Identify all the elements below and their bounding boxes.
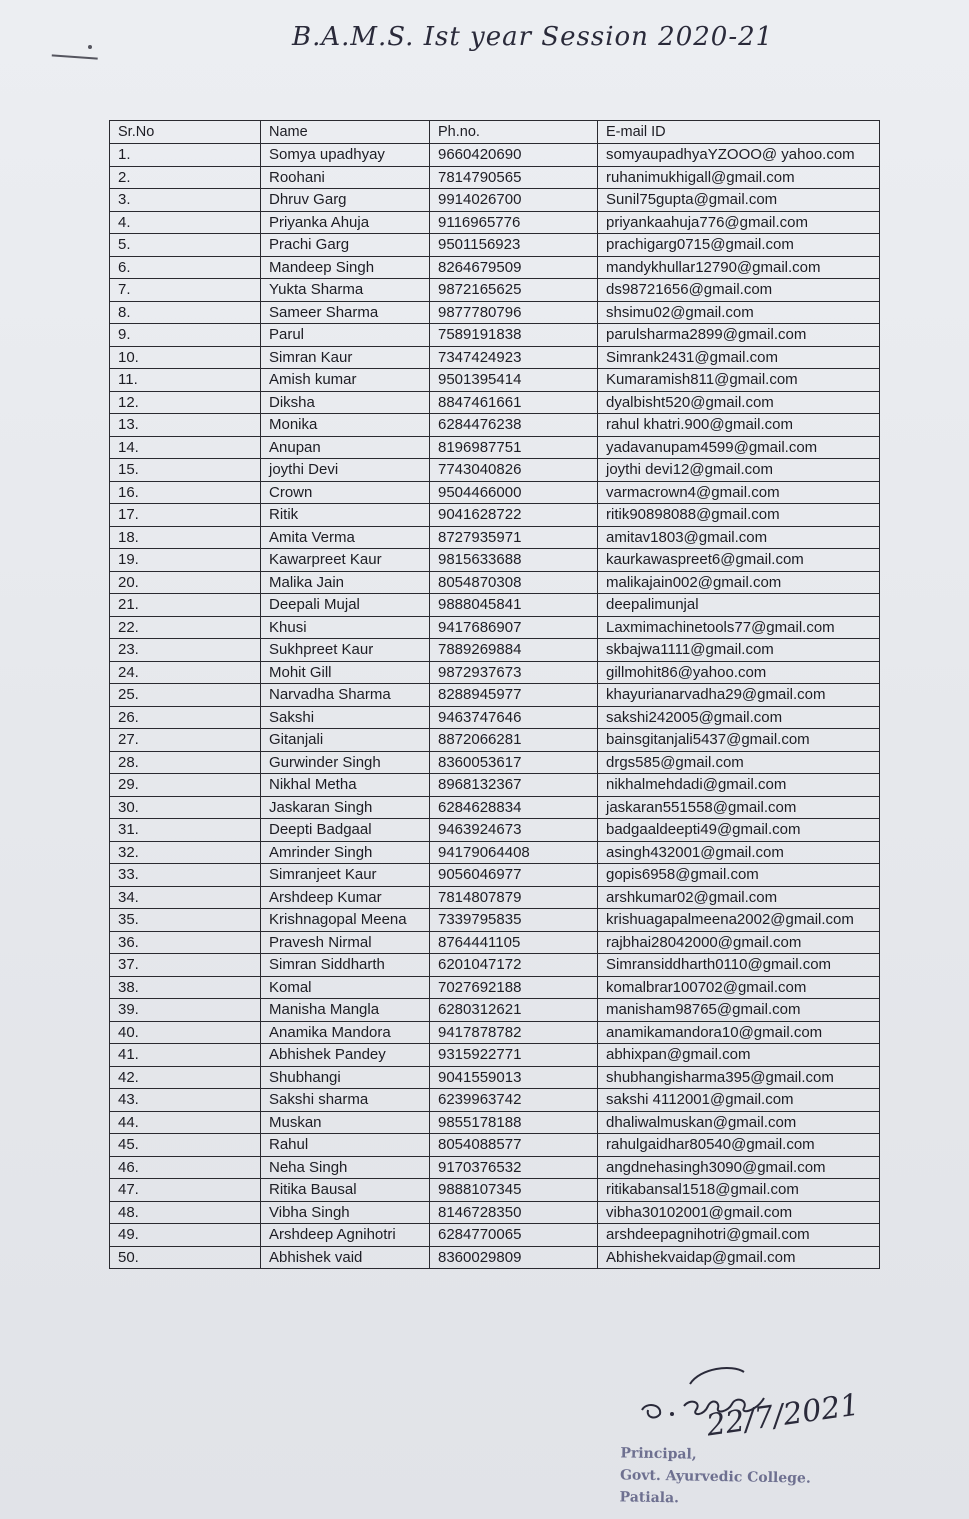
row-email: ritik90898088@gmail.com bbox=[598, 504, 880, 527]
row-phone: 9914026700 bbox=[430, 189, 598, 212]
row-email: Simrank2431@gmail.com bbox=[598, 346, 880, 369]
row-name: Dhruv Garg bbox=[261, 189, 430, 212]
table-row bbox=[110, 1156, 880, 1179]
row-email: rajbhai28042000@gmail.com bbox=[598, 931, 880, 954]
row-name: Sameer Sharma bbox=[261, 301, 430, 324]
row-phone: 8288945977 bbox=[430, 684, 598, 707]
row-email: amitav1803@gmail.com bbox=[598, 526, 880, 549]
row-name: Nikhal Metha bbox=[261, 774, 430, 797]
row-email: dyalbisht520@gmail.com bbox=[598, 391, 880, 414]
row-sr-no: 13. bbox=[110, 414, 261, 437]
table-row bbox=[110, 1089, 880, 1112]
header-phone: Ph.no. bbox=[430, 121, 598, 144]
table-row bbox=[110, 796, 880, 819]
row-sr-no: 21. bbox=[110, 594, 261, 617]
row-sr-no: 42. bbox=[110, 1066, 261, 1089]
row-name: Prachi Garg bbox=[261, 234, 430, 257]
row-name: Roohani bbox=[261, 166, 430, 189]
row-email: priyankaahuja776@gmail.com bbox=[598, 211, 880, 234]
table-row bbox=[110, 1044, 880, 1067]
row-sr-no: 16. bbox=[110, 481, 261, 504]
row-phone: 9041559013 bbox=[430, 1066, 598, 1089]
row-phone: 6280312621 bbox=[430, 999, 598, 1022]
row-phone: 7889269884 bbox=[430, 639, 598, 662]
row-email: shubhangisharma395@gmail.com bbox=[598, 1066, 880, 1089]
row-phone: 8764441105 bbox=[430, 931, 598, 954]
row-email: varmacrown4@gmail.com bbox=[598, 481, 880, 504]
row-sr-no: 49. bbox=[110, 1224, 261, 1247]
row-sr-no: 38. bbox=[110, 976, 261, 999]
row-phone: 6201047172 bbox=[430, 954, 598, 977]
row-name: Pravesh Nirmal bbox=[261, 931, 430, 954]
row-email: gillmohit86@yahoo.com bbox=[598, 661, 880, 684]
table-row bbox=[110, 234, 880, 257]
row-sr-no: 19. bbox=[110, 549, 261, 572]
table-row bbox=[110, 459, 880, 482]
row-phone: 9463924673 bbox=[430, 819, 598, 842]
row-sr-no: 9. bbox=[110, 324, 261, 347]
row-email: dhaliwalmuskan@gmail.com bbox=[598, 1111, 880, 1134]
row-sr-no: 26. bbox=[110, 706, 261, 729]
row-sr-no: 14. bbox=[110, 436, 261, 459]
table-row bbox=[110, 594, 880, 617]
row-email: nikhalmehdadi@gmail.com bbox=[598, 774, 880, 797]
table-row bbox=[110, 886, 880, 909]
stamp-line-title: Principal, bbox=[620, 1445, 697, 1463]
row-name: joythi Devi bbox=[261, 459, 430, 482]
row-email: Abhishekvaidap@gmail.com bbox=[598, 1246, 880, 1269]
table-row bbox=[110, 999, 880, 1022]
row-name: Crown bbox=[261, 481, 430, 504]
row-sr-no: 10. bbox=[110, 346, 261, 369]
row-email: malikajain002@gmail.com bbox=[598, 571, 880, 594]
row-phone: 8872066281 bbox=[430, 729, 598, 752]
row-email: komalbrar100702@gmail.com bbox=[598, 976, 880, 999]
row-email: somyaupadhyaYZOOO@ yahoo.com bbox=[598, 144, 880, 167]
row-phone: 8968132367 bbox=[430, 774, 598, 797]
row-name: Muskan bbox=[261, 1111, 430, 1134]
row-sr-no: 39. bbox=[110, 999, 261, 1022]
row-sr-no: 29. bbox=[110, 774, 261, 797]
row-phone: 7814807879 bbox=[430, 886, 598, 909]
table-row bbox=[110, 526, 880, 549]
row-sr-no: 5. bbox=[110, 234, 261, 257]
table-row bbox=[110, 909, 880, 932]
table-row bbox=[110, 774, 880, 797]
row-phone: 6284476238 bbox=[430, 414, 598, 437]
row-email: vibha30102001@gmail.com bbox=[598, 1201, 880, 1224]
row-sr-no: 12. bbox=[110, 391, 261, 414]
row-email: manisham98765@gmail.com bbox=[598, 999, 880, 1022]
row-phone: 9501156923 bbox=[430, 234, 598, 257]
row-email: mandykhullar12790@gmail.com bbox=[598, 256, 880, 279]
row-email: Simransiddharth0110@gmail.com bbox=[598, 954, 880, 977]
table-row bbox=[110, 166, 880, 189]
row-sr-no: 48. bbox=[110, 1201, 261, 1224]
table-row bbox=[110, 346, 880, 369]
row-email: rahul khatri.900@gmail.com bbox=[598, 414, 880, 437]
row-name: Kawarpreet Kaur bbox=[261, 549, 430, 572]
row-sr-no: 3. bbox=[110, 189, 261, 212]
row-name: Simran Kaur bbox=[261, 346, 430, 369]
row-sr-no: 34. bbox=[110, 886, 261, 909]
signature-date: 22/7/2021 bbox=[704, 1387, 862, 1444]
table-row bbox=[110, 931, 880, 954]
table-row bbox=[110, 661, 880, 684]
table-body bbox=[110, 144, 880, 1269]
row-name: Mandeep Singh bbox=[261, 256, 430, 279]
row-sr-no: 47. bbox=[110, 1179, 261, 1202]
row-sr-no: 36. bbox=[110, 931, 261, 954]
row-email: gopis6958@gmail.com bbox=[598, 864, 880, 887]
row-phone: 9888107345 bbox=[430, 1179, 598, 1202]
table-row bbox=[110, 1201, 880, 1224]
table-row bbox=[110, 369, 880, 392]
row-email: kaurkawaspreet6@gmail.com bbox=[598, 549, 880, 572]
table-row bbox=[110, 706, 880, 729]
table-row bbox=[110, 549, 880, 572]
row-sr-no: 11. bbox=[110, 369, 261, 392]
row-name: Sakshi bbox=[261, 706, 430, 729]
row-name: Arshdeep Kumar bbox=[261, 886, 430, 909]
row-name: Narvadha Sharma bbox=[261, 684, 430, 707]
row-name: Amrinder Singh bbox=[261, 841, 430, 864]
row-sr-no: 1. bbox=[110, 144, 261, 167]
row-sr-no: 15. bbox=[110, 459, 261, 482]
row-phone: 7814790565 bbox=[430, 166, 598, 189]
row-phone: 8054870308 bbox=[430, 571, 598, 594]
row-email: ritikabansal1518@gmail.com bbox=[598, 1179, 880, 1202]
table-row bbox=[110, 301, 880, 324]
row-phone: 7339795835 bbox=[430, 909, 598, 932]
row-sr-no: 7. bbox=[110, 279, 261, 302]
table-row bbox=[110, 504, 880, 527]
row-phone: 9417686907 bbox=[430, 616, 598, 639]
row-phone: 9501395414 bbox=[430, 369, 598, 392]
row-name: Priyanka Ahuja bbox=[261, 211, 430, 234]
row-sr-no: 28. bbox=[110, 751, 261, 774]
row-email: shsimu02@gmail.com bbox=[598, 301, 880, 324]
row-phone: 8264679509 bbox=[430, 256, 598, 279]
row-sr-no: 2. bbox=[110, 166, 261, 189]
row-name: Abhishek Pandey bbox=[261, 1044, 430, 1067]
row-phone: 8196987751 bbox=[430, 436, 598, 459]
row-sr-no: 32. bbox=[110, 841, 261, 864]
table-row bbox=[110, 954, 880, 977]
table-row bbox=[110, 571, 880, 594]
row-name: Mohit Gill bbox=[261, 661, 430, 684]
row-sr-no: 18. bbox=[110, 526, 261, 549]
row-phone: 9504466000 bbox=[430, 481, 598, 504]
row-phone: 8727935971 bbox=[430, 526, 598, 549]
row-email: ruhanimukhigall@gmail.com bbox=[598, 166, 880, 189]
table-row bbox=[110, 391, 880, 414]
row-phone: 7589191838 bbox=[430, 324, 598, 347]
table-row bbox=[110, 189, 880, 212]
row-name: Anupan bbox=[261, 436, 430, 459]
row-sr-no: 30. bbox=[110, 796, 261, 819]
row-name: Simran Siddharth bbox=[261, 954, 430, 977]
stamp-line-college: Govt. Ayurvedic College. bbox=[619, 1467, 811, 1487]
row-name: Arshdeep Agnihotri bbox=[261, 1224, 430, 1247]
row-name: Abhishek vaid bbox=[261, 1246, 430, 1269]
table-row bbox=[110, 819, 880, 842]
row-sr-no: 43. bbox=[110, 1089, 261, 1112]
row-name: Jaskaran Singh bbox=[261, 796, 430, 819]
row-email: parulsharma2899@gmail.com bbox=[598, 324, 880, 347]
principal-stamp bbox=[619, 1442, 811, 1511]
row-email: arshdeepagnihotri@gmail.com bbox=[598, 1224, 880, 1247]
table-row bbox=[110, 864, 880, 887]
row-phone: 94179064408 bbox=[430, 841, 598, 864]
row-sr-no: 37. bbox=[110, 954, 261, 977]
row-sr-no: 44. bbox=[110, 1111, 261, 1134]
row-name: Krishnagopal Meena bbox=[261, 909, 430, 932]
row-phone: 9872937673 bbox=[430, 661, 598, 684]
table-row bbox=[110, 324, 880, 347]
row-phone: 6239963742 bbox=[430, 1089, 598, 1112]
row-phone: 8360029809 bbox=[430, 1246, 598, 1269]
row-sr-no: 8. bbox=[110, 301, 261, 324]
row-name: Khusi bbox=[261, 616, 430, 639]
row-name: Monika bbox=[261, 414, 430, 437]
table-row bbox=[110, 1021, 880, 1044]
row-phone: 9463747646 bbox=[430, 706, 598, 729]
row-phone: 7743040826 bbox=[430, 459, 598, 482]
row-email: sakshi 4112001@gmail.com bbox=[598, 1089, 880, 1112]
student-contact-table bbox=[109, 120, 880, 1269]
header-name: Name bbox=[261, 121, 430, 144]
row-sr-no: 25. bbox=[110, 684, 261, 707]
row-phone: 6284770065 bbox=[430, 1224, 598, 1247]
row-sr-no: 31. bbox=[110, 819, 261, 842]
row-email: krishuagapalmeena2002@gmail.com bbox=[598, 909, 880, 932]
row-sr-no: 24. bbox=[110, 661, 261, 684]
row-name: Komal bbox=[261, 976, 430, 999]
row-phone: 9116965776 bbox=[430, 211, 598, 234]
row-phone: 9056046977 bbox=[430, 864, 598, 887]
row-sr-no: 27. bbox=[110, 729, 261, 752]
row-phone: 9877780796 bbox=[430, 301, 598, 324]
row-email: asingh432001@gmail.com bbox=[598, 841, 880, 864]
table-row bbox=[110, 616, 880, 639]
row-email: Kumaramish811@gmail.com bbox=[598, 369, 880, 392]
table-row bbox=[110, 639, 880, 662]
row-email: rahulgaidhar80540@gmail.com bbox=[598, 1134, 880, 1157]
row-phone: 9315922771 bbox=[430, 1044, 598, 1067]
table-row bbox=[110, 1246, 880, 1269]
row-name: Amish kumar bbox=[261, 369, 430, 392]
row-name: Gitanjali bbox=[261, 729, 430, 752]
table-row bbox=[110, 729, 880, 752]
row-sr-no: 46. bbox=[110, 1156, 261, 1179]
row-email: yadavanupam4599@gmail.com bbox=[598, 436, 880, 459]
row-sr-no: 45. bbox=[110, 1134, 261, 1157]
row-sr-no: 4. bbox=[110, 211, 261, 234]
row-email: skbajwa1111@gmail.com bbox=[598, 639, 880, 662]
row-phone: 9417878782 bbox=[430, 1021, 598, 1044]
row-sr-no: 35. bbox=[110, 909, 261, 932]
row-sr-no: 50. bbox=[110, 1246, 261, 1269]
row-email: Laxmimachinetools77@gmail.com bbox=[598, 616, 880, 639]
row-phone: 9660420690 bbox=[430, 144, 598, 167]
row-name: Vibha Singh bbox=[261, 1201, 430, 1224]
row-name: Manisha Mangla bbox=[261, 999, 430, 1022]
row-phone: 9041628722 bbox=[430, 504, 598, 527]
stamp-line-city: Patiala. bbox=[619, 1489, 680, 1507]
row-name: Diksha bbox=[261, 391, 430, 414]
row-phone: 7027692188 bbox=[430, 976, 598, 999]
row-name: Rahul bbox=[261, 1134, 430, 1157]
row-name: Deepali Mujal bbox=[261, 594, 430, 617]
row-email: sakshi242005@gmail.com bbox=[598, 706, 880, 729]
row-sr-no: 22. bbox=[110, 616, 261, 639]
table-header-row bbox=[110, 121, 880, 144]
table-row bbox=[110, 1224, 880, 1247]
row-email: deepalimunjal bbox=[598, 594, 880, 617]
row-sr-no: 40. bbox=[110, 1021, 261, 1044]
table-row bbox=[110, 414, 880, 437]
row-phone: 9170376532 bbox=[430, 1156, 598, 1179]
row-name: Shubhangi bbox=[261, 1066, 430, 1089]
row-phone: 7347424923 bbox=[430, 346, 598, 369]
row-name: Sukhpreet Kaur bbox=[261, 639, 430, 662]
row-name: Ritika Bausal bbox=[261, 1179, 430, 1202]
row-phone: 8146728350 bbox=[430, 1201, 598, 1224]
row-email: ds98721656@gmail.com bbox=[598, 279, 880, 302]
row-email: drgs585@gmail.com bbox=[598, 751, 880, 774]
row-phone: 9872165625 bbox=[430, 279, 598, 302]
table-row bbox=[110, 279, 880, 302]
row-phone: 9888045841 bbox=[430, 594, 598, 617]
row-email: Sunil75gupta@gmail.com bbox=[598, 189, 880, 212]
table-row bbox=[110, 1066, 880, 1089]
row-phone: 6284628834 bbox=[430, 796, 598, 819]
table-row bbox=[110, 751, 880, 774]
row-name: Anamika Mandora bbox=[261, 1021, 430, 1044]
row-email: prachigarg0715@gmail.com bbox=[598, 234, 880, 257]
table-row bbox=[110, 1111, 880, 1134]
row-email: angdnehasingh3090@gmail.com bbox=[598, 1156, 880, 1179]
row-name: Simranjeet Kaur bbox=[261, 864, 430, 887]
table-row bbox=[110, 256, 880, 279]
margin-pen-dot bbox=[88, 45, 92, 49]
table-row bbox=[110, 144, 880, 167]
table-row bbox=[110, 976, 880, 999]
row-name: Malika Jain bbox=[261, 571, 430, 594]
row-phone: 8847461661 bbox=[430, 391, 598, 414]
row-sr-no: 6. bbox=[110, 256, 261, 279]
header-sr-no: Sr.No bbox=[110, 121, 261, 144]
row-sr-no: 20. bbox=[110, 571, 261, 594]
row-name: Gurwinder Singh bbox=[261, 751, 430, 774]
row-email: khayurianarvadha29@gmail.com bbox=[598, 684, 880, 707]
row-sr-no: 23. bbox=[110, 639, 261, 662]
table-row bbox=[110, 481, 880, 504]
row-email: anamikamandora10@gmail.com bbox=[598, 1021, 880, 1044]
row-name: Ritik bbox=[261, 504, 430, 527]
row-phone: 9815633688 bbox=[430, 549, 598, 572]
header-email: E-mail ID bbox=[598, 121, 880, 144]
row-email: joythi devi12@gmail.com bbox=[598, 459, 880, 482]
row-sr-no: 33. bbox=[110, 864, 261, 887]
table-row bbox=[110, 841, 880, 864]
table-row bbox=[110, 1134, 880, 1157]
row-name: Somya upadhyay bbox=[261, 144, 430, 167]
row-name: Yukta Sharma bbox=[261, 279, 430, 302]
row-name: Amita Verma bbox=[261, 526, 430, 549]
row-name: Sakshi sharma bbox=[261, 1089, 430, 1112]
table-row bbox=[110, 436, 880, 459]
table-row bbox=[110, 211, 880, 234]
row-name: Deepti Badgaal bbox=[261, 819, 430, 842]
row-email: jaskaran551558@gmail.com bbox=[598, 796, 880, 819]
row-name: Neha Singh bbox=[261, 1156, 430, 1179]
row-email: abhixpan@gmail.com bbox=[598, 1044, 880, 1067]
row-phone: 9855178188 bbox=[430, 1111, 598, 1134]
table-row bbox=[110, 1179, 880, 1202]
row-sr-no: 17. bbox=[110, 504, 261, 527]
row-email: badgaaldeepti49@gmail.com bbox=[598, 819, 880, 842]
row-email: bainsgitanjali5437@gmail.com bbox=[598, 729, 880, 752]
document-heading: B.A.M.S. Ist year Session 2020-21 bbox=[292, 22, 774, 52]
row-sr-no: 41. bbox=[110, 1044, 261, 1067]
row-phone: 8360053617 bbox=[430, 751, 598, 774]
row-email: arshkumar02@gmail.com bbox=[598, 886, 880, 909]
row-name: Parul bbox=[261, 324, 430, 347]
table-row bbox=[110, 684, 880, 707]
row-phone: 8054088577 bbox=[430, 1134, 598, 1157]
